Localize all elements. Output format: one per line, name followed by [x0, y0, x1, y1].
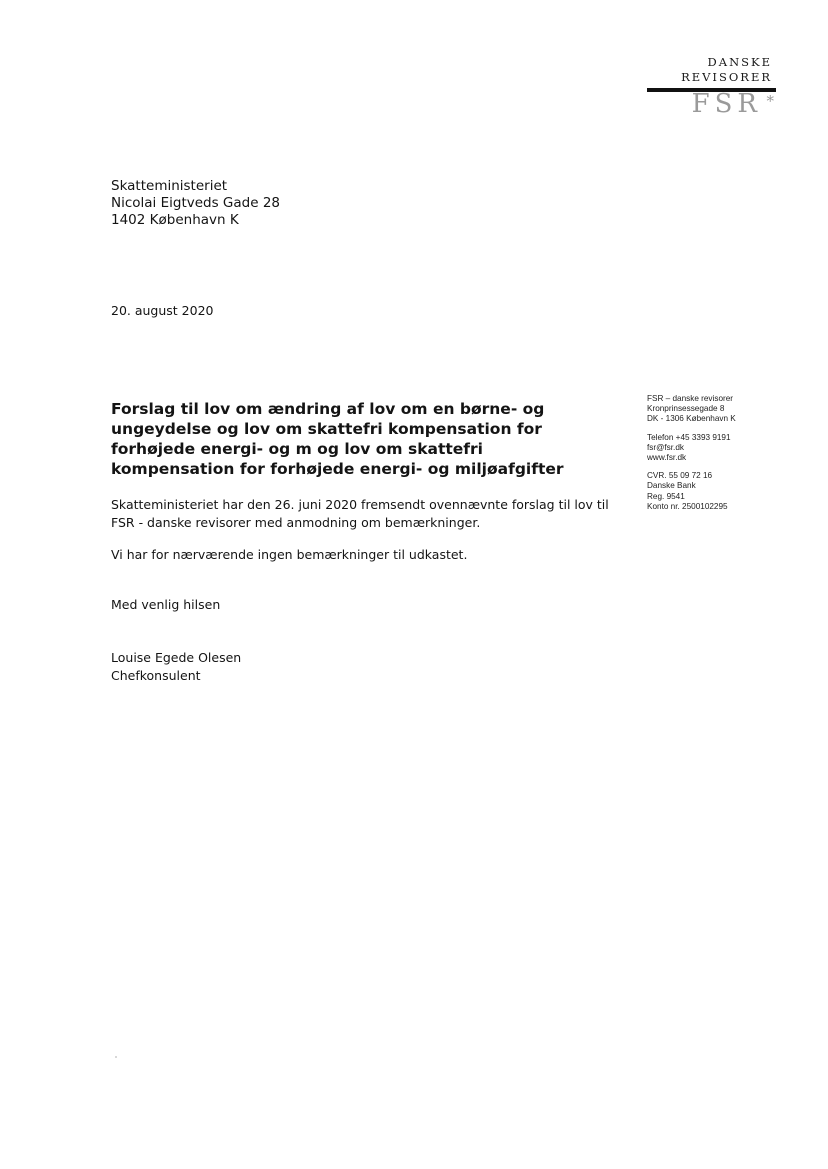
sender-web: www.fsr.dk	[647, 453, 687, 463]
sender-bank: Danske Bank	[647, 481, 696, 491]
sender-email: fsr@fsr.dk	[647, 442, 684, 452]
signature-block	[111, 649, 241, 685]
paragraph-line: Vi har for nærværende ingen bemærkninger til udkastet.	[111, 547, 468, 562]
subject-line: forhøjede energi- og m og lov om skattefri	[111, 440, 483, 458]
paragraph-line: Skatteministeriet har den 26. juni 2020 fremsendt ovennævnte forslag til lov til	[111, 497, 609, 512]
recipient-street: Nicolai Eigtveds Gade 28	[111, 195, 281, 211]
letter-date: 20. august 2020	[111, 303, 214, 318]
subject-line: kompensation for forhøjede energi- og miljøafgifter	[111, 460, 564, 478]
logo-star: *	[766, 92, 774, 110]
sender-address-line: Kronprinsessegade 8	[647, 404, 725, 414]
paragraph-line: FSR - danske revisorer med anmodning om bemærkninger.	[111, 515, 481, 530]
signer-title: Chefkonsulent	[111, 668, 201, 683]
sender-org: FSR – danske revisorer	[647, 394, 734, 403]
fsr-logo	[644, 54, 776, 122]
sender-account: Konto nr. 2500102295	[647, 501, 728, 511]
sender-bank-group	[647, 471, 736, 512]
recipient-address	[111, 178, 280, 229]
closing-text: Med venlig hilsen	[111, 597, 221, 612]
body-paragraph-1	[111, 496, 609, 532]
sender-info-sidebar	[647, 394, 736, 520]
logo-fsr-mark: FSR	[691, 89, 762, 119]
body-paragraph-2	[111, 546, 467, 564]
letter-subject	[111, 399, 611, 479]
scan-speck	[115, 1056, 117, 1058]
subject-line: Forslag til lov om ændring af lov om en børne- og	[111, 400, 545, 418]
recipient-name: Skatteministeriet	[111, 178, 228, 194]
sender-cvr: CVR. 55 09 72 16	[647, 471, 713, 481]
logo-text-revisorer: REVISORER	[681, 70, 772, 84]
signer-name: Louise Egede Olesen	[111, 650, 242, 665]
sender-address-line: DK - 1306 København K	[647, 414, 736, 424]
sender-phone: Telefon +45 3393 9191	[647, 432, 731, 442]
sender-address-group	[647, 394, 736, 425]
sender-reg: Reg. 9541	[647, 491, 685, 501]
recipient-city: 1402 København K	[111, 212, 239, 228]
sender-contact-group	[647, 433, 736, 464]
closing-greeting	[111, 596, 220, 614]
subject-line: ungeydelse og lov om skattefri kompensation for	[111, 420, 542, 438]
logo-text-danske: DANSKE	[707, 55, 772, 69]
